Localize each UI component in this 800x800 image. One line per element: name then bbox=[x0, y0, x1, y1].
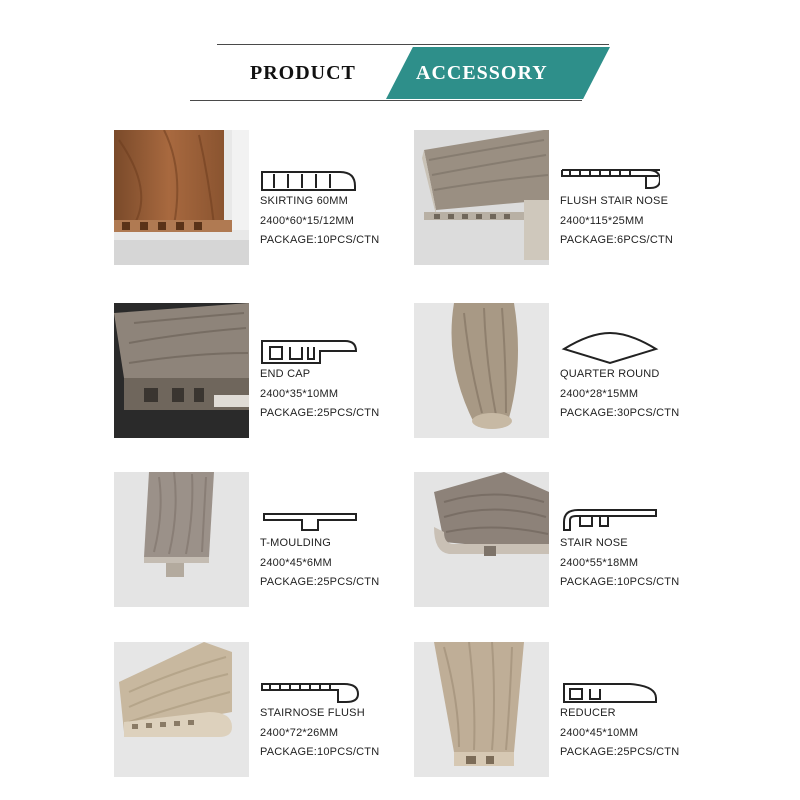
banner-top-rule bbox=[217, 44, 609, 45]
product-name: STAIR NOSE bbox=[560, 537, 628, 549]
stairnose-flush-profile-icon bbox=[260, 670, 360, 704]
stair-nose-photo bbox=[414, 472, 549, 607]
product-package: PACKAGE:10PCS/CTN bbox=[260, 746, 380, 758]
t-moulding-profile-icon bbox=[260, 500, 360, 534]
product-size: 2400*60*15/12MM bbox=[260, 214, 355, 227]
flush-stair-nose-profile-icon bbox=[560, 158, 660, 192]
stair-nose-profile-icon bbox=[560, 500, 660, 534]
product-name: QUARTER ROUND bbox=[560, 368, 660, 380]
product-card-t-moulding bbox=[114, 472, 414, 607]
product-size: 2400*72*26MM bbox=[260, 726, 339, 739]
product-card-flush-stair-nose bbox=[414, 130, 714, 265]
t-moulding-photo bbox=[114, 472, 249, 607]
product-package: PACKAGE:10PCS/CTN bbox=[560, 576, 680, 588]
product-size: 2400*45*10MM bbox=[560, 726, 639, 739]
product-card-stairnose-flush bbox=[114, 642, 414, 777]
end-cap-profile-icon bbox=[260, 331, 360, 365]
reducer-photo bbox=[414, 642, 549, 777]
banner-bottom-rule bbox=[190, 100, 582, 101]
product-package: PACKAGE:6PCS/CTN bbox=[560, 234, 674, 246]
skirting-photo bbox=[114, 130, 249, 265]
product-card-quarter-round bbox=[414, 303, 714, 438]
product-size: 2400*28*15MM bbox=[560, 387, 639, 400]
product-card-stair-nose bbox=[414, 472, 714, 607]
stairnose-flush-photo bbox=[114, 642, 249, 777]
product-card-end-cap bbox=[114, 303, 414, 438]
product-name: STAIRNOSE FLUSH bbox=[260, 707, 365, 719]
reducer-profile-icon bbox=[560, 670, 660, 704]
product-package: PACKAGE:25PCS/CTN bbox=[260, 407, 380, 419]
product-name: REDUCER bbox=[560, 707, 616, 719]
product-name: FLUSH STAIR NOSE bbox=[560, 195, 669, 207]
end-cap-photo bbox=[114, 303, 249, 438]
product-name: SKIRTING 60MM bbox=[260, 195, 348, 207]
quarter-round-profile-icon bbox=[560, 331, 660, 365]
product-package: PACKAGE:25PCS/CTN bbox=[260, 576, 380, 588]
product-name: END CAP bbox=[260, 368, 311, 380]
header-accessory-word: ACCESSORY bbox=[416, 62, 548, 84]
product-package: PACKAGE:30PCS/CTN bbox=[560, 407, 680, 419]
header-product-word: PRODUCT bbox=[250, 62, 356, 84]
product-package: PACKAGE:25PCS/CTN bbox=[560, 746, 680, 758]
flush-stair-nose-photo bbox=[414, 130, 549, 265]
product-package: PACKAGE:10PCS/CTN bbox=[260, 234, 380, 246]
header-banner bbox=[190, 44, 610, 102]
product-size: 2400*55*18MM bbox=[560, 556, 639, 569]
product-size: 2400*115*25MM bbox=[560, 214, 644, 227]
product-size: 2400*35*10MM bbox=[260, 387, 339, 400]
product-name: T-MOULDING bbox=[260, 537, 332, 549]
product-card-skirting bbox=[114, 130, 414, 265]
product-size: 2400*45*6MM bbox=[260, 556, 332, 569]
skirting-profile-icon bbox=[260, 158, 360, 192]
quarter-round-photo bbox=[414, 303, 549, 438]
product-card-reducer bbox=[414, 642, 714, 777]
